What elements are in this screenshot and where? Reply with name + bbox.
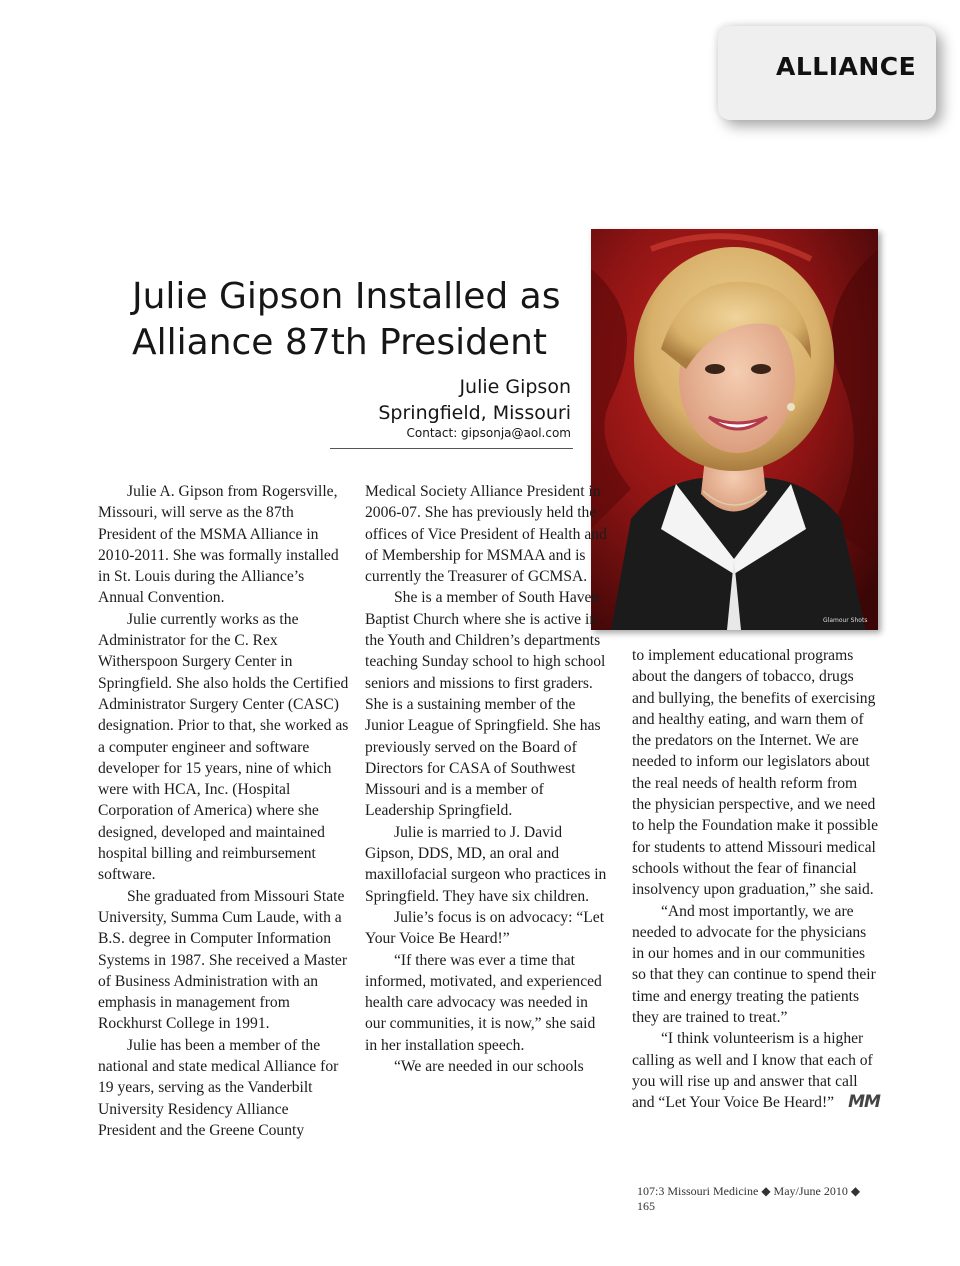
byline	[330, 374, 571, 441]
paragraph: Julie has been a member of the national and state medical Alliance for 19 years, serving as the Vanderbilt University Residency Alliance President and the Greene County	[98, 1036, 339, 1139]
paragraph: “We are needed in our schools	[394, 1058, 584, 1076]
paragraph: “And most importantly, we are needed to advocate for the physicians in our homes and in our communities so that they can continue to spend their time and energy treating the patients they are trained to treat.”	[632, 902, 876, 1027]
last-paragraph-text: “I think volunteerism is a higher calling as well and I know that each of you will rise up and answer that call and “Let Your Voice Be Heard!”	[632, 1030, 873, 1112]
portrait-photo	[591, 229, 878, 630]
paragraph: “If there was ever a time that informed, motivated, and experienced health care advocacy was needed in our communities, it is now,” she said in her installation speech.	[365, 951, 602, 1054]
section-tab-label: ALLIANCE	[776, 52, 917, 81]
byline-contact: Contact: gipsonja@aol.com	[406, 426, 571, 440]
paragraph: She is a member of South Haven Baptist Church where she is active in the Youth and Children’s departments teaching Sunday school to high school seniors and missions to first graders. She is a sustaining member of the Junior League of Springfield. She has previously served on the Board of Directors for CASA of Southwest Missouri and is a member of Leadership Springfield.	[365, 589, 606, 820]
end-mark-icon: MM	[848, 1092, 880, 1113]
paragraph-continued: Medical Society Alliance President in 2006-07. She has previously held the offices of Vice President of Health and of Membership for MSMAA and is currently the Treasurer of GCMSA.	[365, 483, 607, 586]
byline-city: Springfield, Missouri	[378, 402, 571, 424]
paragraph: Julie currently works as the Administrator for the C. Rex Witherspoon Surgery Center in Springfield. She also holds the Certified Administrator Surgery Center (CASC) designation. Prior to that, she worked as a computer engineer and software developer for 15 years, nine of which were with HCA, Inc. (Hospital Corporation of America) where she designed, developed and maintained hospital billing and reimbursement software.	[98, 610, 349, 884]
portrait-illustration	[591, 229, 878, 630]
article-column-1	[98, 481, 350, 1141]
headline-line-2: Alliance 87th President	[132, 322, 548, 363]
paragraph: Julie’s focus is on advocacy: “Let Your Voice Be Heard!”	[365, 908, 605, 948]
paragraph: Julie A. Gipson from Rogersville, Missouri, will serve as the 87th President of the MSMA Alliance in 2010-2011. She was formally installed in St. Louis during the Alliance’s Annual Convention.	[98, 483, 339, 607]
byline-name: Julie Gipson	[459, 376, 571, 398]
paragraph: Julie is married to J. David Gipson, DDS, MD, an oral and maxillofacial surgeon who practices in Springfield. They have six children.	[365, 823, 607, 905]
section-tab	[718, 26, 936, 120]
paragraph-continued: to implement educational programs about the dangers of tobacco, drugs and bullying, the benefits of exercising and healthy eating, and warn them of the predators on the Internet. We are needed to inform our legislators about the real needs of health reform from the physician perspective, and we need to help the Foundation make it possible for students to attend Missouri medical schools without the fear of financial insolvency upon graduation,” she said.	[632, 647, 879, 899]
byline-divider	[330, 448, 573, 449]
article-column-2	[365, 481, 609, 1077]
headline	[132, 274, 582, 366]
page-footer: 107:3 Missouri Medicine ◆ May/June 2010 ◆ 165	[637, 1184, 861, 1213]
article-column-3	[632, 645, 880, 1114]
headline-line-1: Julie Gipson Installed as	[132, 276, 561, 317]
paragraph-last	[632, 1028, 880, 1113]
photo-credit: Glamour Shots	[823, 617, 868, 624]
paragraph: She graduated from Missouri State University, Summa Cum Laude, with a B.S. degree in Computer Information Systems in 1987. She received a Master of Business Administration with an emphasis in management from Rockhurst College in 1991.	[98, 887, 348, 1033]
